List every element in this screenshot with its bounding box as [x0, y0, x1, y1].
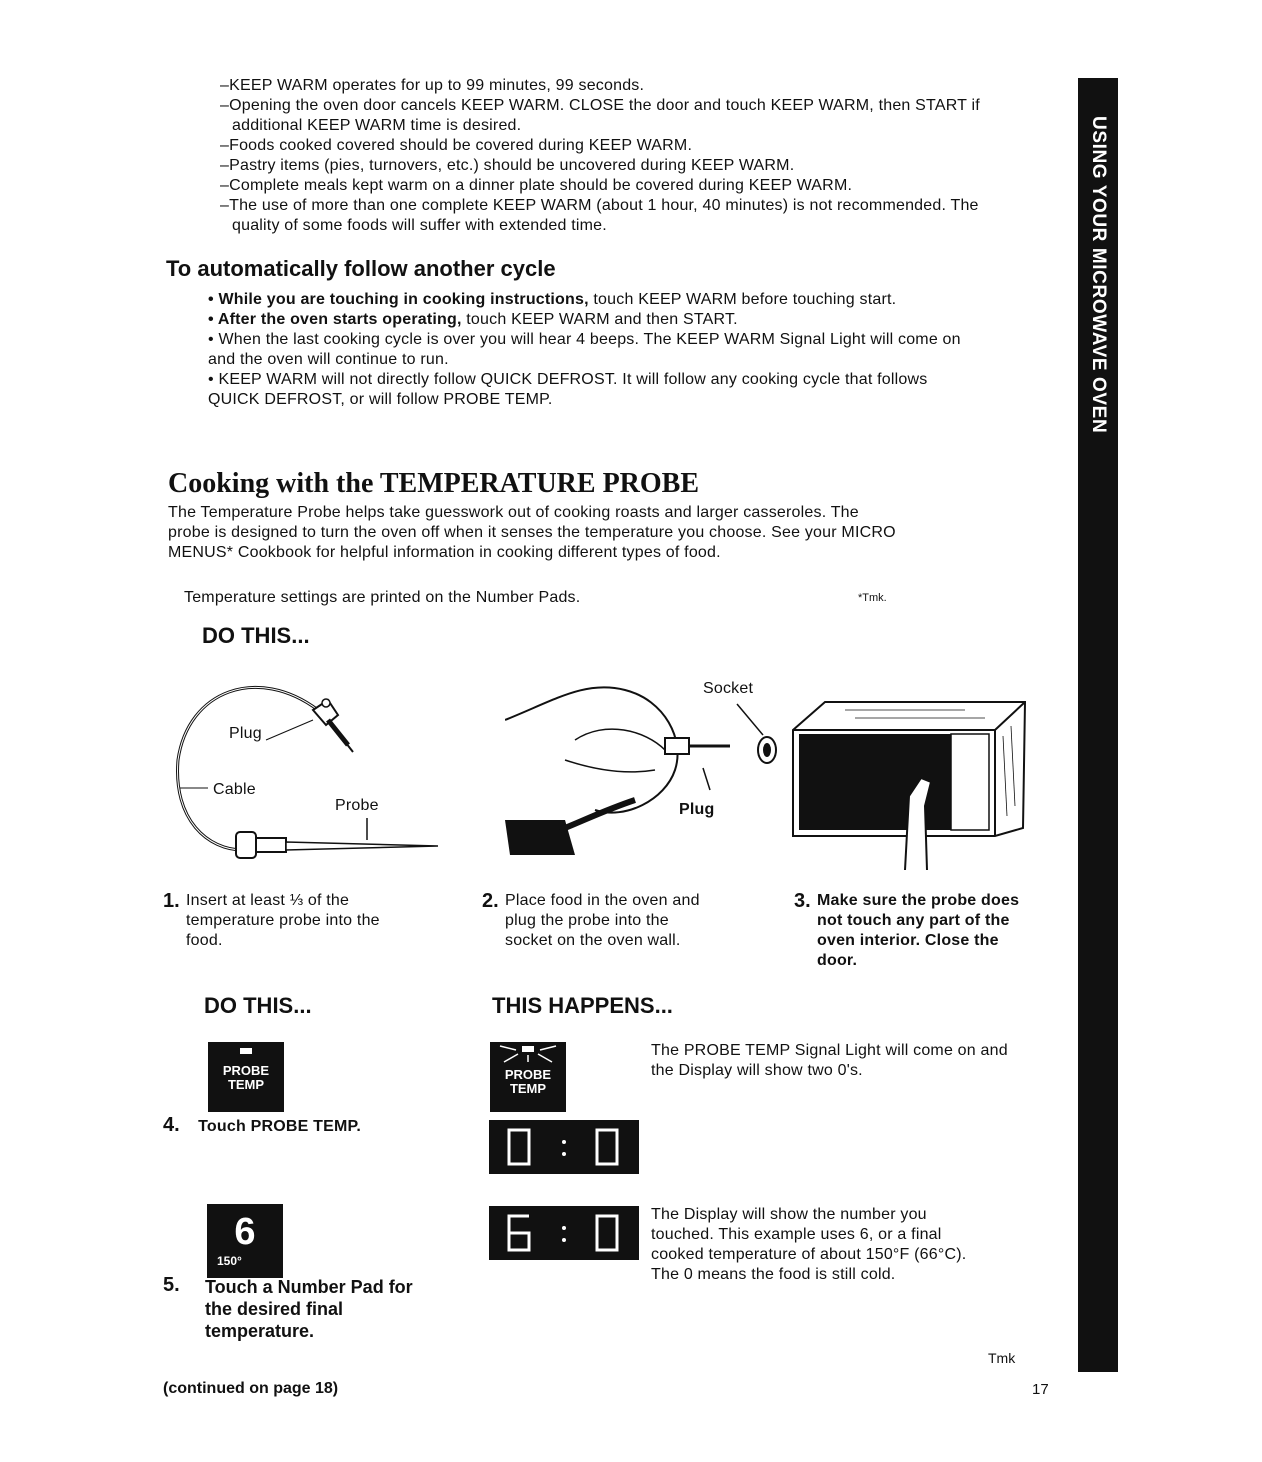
bullet-item: • After the oven starts operating, touch KEEP WARM and then START. — [208, 311, 738, 328]
signal-light-icon — [240, 1048, 252, 1054]
probe-pad-line2: TEMP — [509, 1081, 547, 1096]
keep-warm-notes — [220, 76, 1020, 236]
step-5 — [163, 1274, 423, 1341]
display-6-0 — [489, 1206, 639, 1260]
step-text: Touch PROBE TEMP. — [198, 1118, 361, 1135]
number-pad-6[interactable] — [207, 1204, 283, 1278]
plug-icon — [665, 738, 730, 754]
socket-icon — [758, 737, 776, 763]
follow-cycle-bullets — [208, 290, 968, 410]
probe-intro: The Temperature Probe helps take guesswork out of cooking roasts and larger casseroles. The probe is designed to turn the oven off when it senses the temperature you choose. See your MICRO MENUS* Cookbook for helpful information in cooking different types of food. — [168, 504, 896, 561]
step-text: Make sure the probe does not touch any part of the oven interior. Close the door. — [817, 892, 1020, 969]
step-number: 1. — [163, 890, 180, 912]
probe-figure — [168, 670, 458, 875]
step-1 — [163, 890, 403, 949]
step-number: 2. — [482, 890, 499, 912]
step-number: 5. — [163, 1274, 180, 1296]
do-this-heading-2: DO THIS... — [204, 993, 312, 1018]
note-item: –Foods cooked covered should be covered during KEEP WARM. — [220, 137, 693, 154]
side-tab — [1078, 78, 1118, 1372]
side-tab-label: USING YOUR MICROWAVE OVEN — [1088, 116, 1109, 434]
happens-text-1: The PROBE TEMP Signal Light will come on and the Display will show two 0's. — [651, 1042, 1008, 1079]
probe-pad-line2: TEMP — [227, 1077, 265, 1092]
this-happens-heading: THIS HAPPENS... — [492, 993, 673, 1018]
note-item: –KEEP WARM operates for up to 99 minutes, 99 seconds. — [220, 77, 645, 94]
step-text: Touch a Number Pad for the desired final temperature. — [205, 1277, 413, 1341]
probe-temp-pad[interactable] — [208, 1042, 284, 1112]
footer-tmk: Tmk — [988, 1350, 1016, 1366]
oven-figure — [785, 696, 1030, 871]
bullet-item: • While you are touching in cooking instructions, touch KEEP WARM before touching start. — [208, 291, 897, 308]
note-item: –The use of more than one complete KEEP WARM (about 1 hour, 40 minutes) is not recommended. The quality of some foods will suffer with extended time. — [220, 197, 979, 234]
step-2 — [482, 890, 722, 949]
fig-label-cable: Cable — [213, 781, 256, 798]
probe-icon — [236, 832, 438, 858]
step-4 — [163, 1114, 361, 1137]
fig-label-plug: Plug — [229, 725, 262, 742]
happens-text-2: The Display will show the number you touched. This example uses 6, or a final cooked temperature of about 150°F (66°C). The 0 means the food is still cold. — [651, 1206, 967, 1283]
probe-pad-line1: PROBE — [504, 1067, 552, 1082]
step-3 — [794, 890, 1044, 969]
step-text: Insert at least ⅓ of the temperature probe into the food. — [186, 892, 380, 949]
number-pad-digit: 6 — [234, 1211, 256, 1253]
probe-temp-pad-lit — [490, 1042, 566, 1112]
plug-icon — [313, 699, 353, 752]
do-this-heading-1: DO THIS... — [202, 623, 310, 648]
step-text: Place food in the oven and plug the probe into the socket on the oven wall. — [505, 892, 700, 949]
tmk-note: *Tmk. — [858, 592, 887, 604]
page-number: 17 — [1032, 1381, 1049, 1398]
probe-pad-line1: PROBE — [222, 1063, 270, 1078]
probe-settings-note: Temperature settings are printed on the Number Pads. — [184, 589, 581, 606]
step-number: 4. — [163, 1114, 180, 1136]
step-number: 3. — [794, 890, 811, 912]
note-item: –Complete meals kept warm on a dinner plate should be covered during KEEP WARM. — [220, 177, 853, 194]
probe-section-title: Cooking with the TEMPERATURE PROBE — [168, 468, 700, 499]
number-pad-temp: 150° — [217, 1254, 242, 1268]
socket-figure — [505, 680, 790, 860]
bullet-item: • KEEP WARM will not directly follow QUICK DEFROST. It will follow any cooking cycle that follows QUICK DEFROST, or will follow PROBE TEMP. — [208, 371, 928, 408]
fig-label-plug-2: Plug — [679, 801, 715, 818]
fig-label-probe: Probe — [335, 797, 379, 814]
note-item: –Pastry items (pies, turnovers, etc.) should be uncovered during KEEP WARM. — [220, 157, 795, 174]
display-0-0 — [489, 1120, 639, 1174]
continued-note: (continued on page 18) — [163, 1380, 339, 1397]
fig-label-socket: Socket — [703, 680, 754, 697]
signal-light-lit-icon — [490, 1042, 566, 1068]
follow-cycle-heading: To automatically follow another cycle — [166, 256, 556, 281]
note-item: –Opening the oven door cancels KEEP WARM. CLOSE the door and touch KEEP WARM, then START if additional KEEP WARM time is desired. — [220, 97, 980, 134]
bullet-item: • When the last cooking cycle is over you will hear 4 beeps. The KEEP WARM Signal Light will come on and the oven will continue to run. — [208, 331, 961, 368]
